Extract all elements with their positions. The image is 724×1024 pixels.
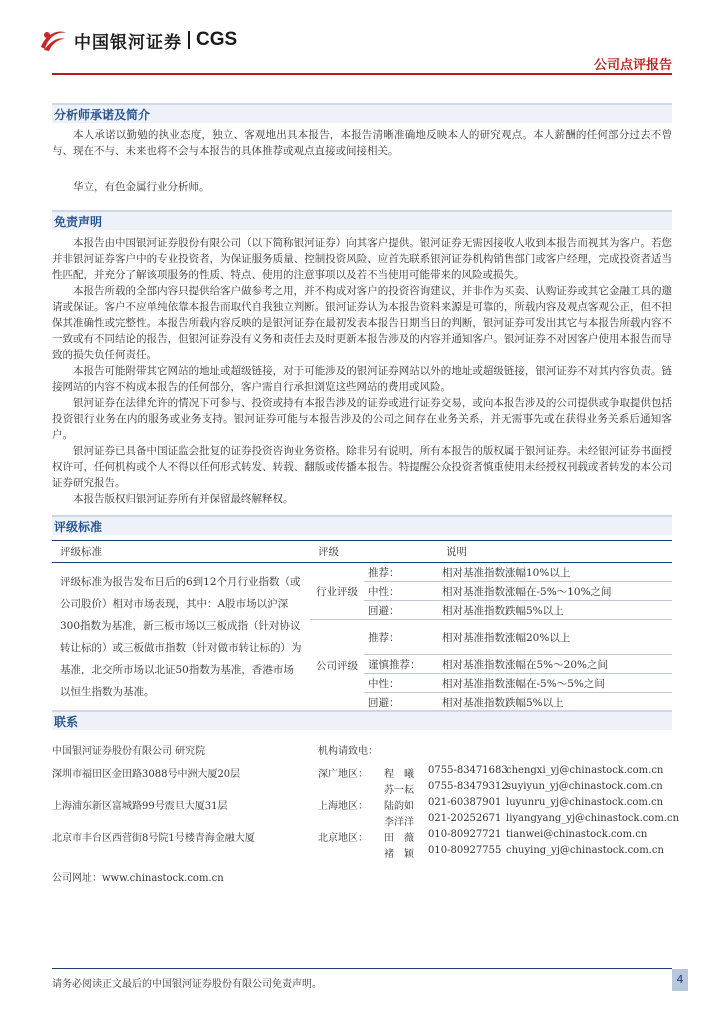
- contact-person-email[interactable]: liyangyang_yj@chinastock.com.cn: [506, 813, 680, 824]
- contact-address: 北京市丰台区西营街8号院1号楼青海金融大厦: [52, 833, 255, 844]
- section-analyst: [52, 103, 672, 123]
- contact-region: 深广地区：: [318, 769, 368, 780]
- contact-person-name: 李洋洋: [384, 817, 414, 828]
- rating-grade-desc: 相对基准指数涨幅在-5%～10%之间: [438, 582, 672, 601]
- rating-grade-desc: 相对基准指数涨幅10%以上: [438, 563, 672, 582]
- rating-header-grade: 评级: [310, 541, 438, 563]
- report-type-label: 公司点评报告: [593, 58, 672, 73]
- rating-grade: 回避：: [364, 601, 438, 620]
- rating-grade: 谨慎推荐：: [364, 655, 438, 674]
- disclaimer-paragraph: 本报告可能附带其它网站的地址或超级链接，对于可能涉及的银河证券网站以外的地址或超级链接，银河证券不对其内容负责。链接网站的内容不构成本报告的任何部分，客户需自行承担浏览这些网站的费用或风险。: [52, 365, 672, 393]
- contact-region: 上海地区：: [318, 801, 368, 812]
- rating-category-company: 公司评级: [310, 620, 364, 712]
- contact-inst-title: 机构请致电：: [318, 746, 378, 757]
- header-divider: [52, 73, 672, 75]
- section-disclaimer: [52, 210, 672, 230]
- section-contact: [52, 710, 672, 730]
- section-title: 联系: [54, 715, 79, 729]
- footer-divider: [52, 968, 672, 969]
- rating-grade: 回避：: [364, 693, 438, 712]
- contact-person-name: 程 曦: [384, 769, 414, 780]
- page-number: 4: [672, 969, 688, 991]
- analyst-commitment: 本人承诺以勤勉的执业态度，独立、客观地出具本报告，本报告清晰准确地反映本人的研究观点。本人薪酬的任何部分过去不曾与、现在不与、未来也将不会与本报告的具体推荐或观点直接或间接相关。: [52, 129, 672, 157]
- contact-person-phone: 0755-83471683: [428, 765, 508, 776]
- contact-person-email[interactable]: chengxi_yj@chinastock.com.cn: [506, 765, 664, 776]
- section-rating: [52, 515, 672, 535]
- contact-person-phone: 010-80927755: [428, 845, 502, 856]
- rating-grade: 中性：: [364, 582, 438, 601]
- contact-person-email[interactable]: suyiyun_yj@chinastock.com.cn: [506, 781, 663, 792]
- rating-grade: 中性：: [364, 674, 438, 693]
- logo-company-cn: 中国银河证券: [74, 32, 182, 53]
- rating-category-industry: 行业评级: [310, 563, 364, 620]
- company-logo: [38, 27, 237, 53]
- page-header: [0, 0, 724, 80]
- contact-address: 上海浦东新区富城路99号震旦大厦31层: [52, 801, 228, 812]
- logo-company-en: CGS: [196, 29, 238, 50]
- contact-person-phone: 021-20252671: [428, 813, 502, 824]
- section-title: 分析师承诺及简介: [54, 108, 151, 122]
- disclaimer-paragraph: 本报告由中国银河证券股份有限公司（以下简称银河证券）向其客户提供。银河证券无需因接收人收到本报告而视其为客户。若您并非银河证券客户中的专业投资者，为保证服务质量、控制投资风险、应首先联系银河证券机构销售部门或客户经理，完成投资者适当性匹配，并充分了解该项服务的性质、特点、使用的注意事项以及若不当使用可能带来的风险或损失。: [52, 237, 672, 281]
- contact-website[interactable]: 公司网址：www.chinastock.com.cn: [52, 873, 224, 884]
- rating-grade-desc: 相对基准指数跌幅5%以上: [438, 693, 672, 712]
- rating-grade-desc: 相对基准指数涨幅在5%～20%之间: [438, 655, 672, 674]
- rating-grade-desc: 相对基准指数跌幅5%以上: [438, 601, 672, 620]
- contact-company: 中国银河证券股份有限公司 研究院: [52, 746, 206, 757]
- section-title: 免责声明: [54, 215, 103, 229]
- contact-person-email[interactable]: luyunru_yj@chinastock.com.cn: [506, 797, 664, 808]
- contact-person-name: 苏一耘: [384, 785, 414, 796]
- disclaimer-paragraph: 银河证券已具备中国证监会批复的证券投资咨询业务资格。除非另有说明，所有本报告的版权属于银河证券。未经银河证券书面授权许可，任何机构或个人不得以任何形式转发、转载、翻版或传播本报告。特提醒公众投资者慎重使用未经授权刊载或者转发的本公司证券研究报告。: [52, 445, 672, 489]
- contact-person-email[interactable]: chuying_yj@chinastock.com.cn: [506, 845, 664, 856]
- contact-region: 北京地区：: [318, 833, 368, 844]
- rating-grade-desc: 相对基准指数涨幅20%以上: [438, 620, 672, 655]
- rating-grade: 推荐：: [364, 620, 438, 655]
- disclaimer-paragraph: 银河证券在法律允许的情况下可参与、投资或持有本报告涉及的证券或进行证券交易，或向本报告涉及的公司提供或争取提供包括投资银行业务在内的服务或业务支持。银河证券可能与本报告涉及的公司之间存在业务关系，并无需事先或在获得业务关系后通知客户。: [52, 397, 672, 441]
- section-title: 评级标准: [54, 520, 103, 534]
- contact-person-phone: 021-60387901: [428, 797, 502, 808]
- rating-standard-description: 评级标准为报告发布日后的6到12个月行业指数（或公司股价）相对市场表现，其中：A股市场以沪深300指数为基准，新三板市场以三板成指（针对协议转让标的）或三板做市指数（针对做市转让标的）为基准，北交所市场以北证50指数为基准，香港市场以恒生指数为基准。: [52, 563, 310, 712]
- contact-person-name: 陆韵如: [384, 801, 414, 812]
- footer-disclaimer: 请务必阅读正文最后的中国银河证券股份有限公司免责声明。: [52, 979, 322, 990]
- rating-grade-desc: 相对基准指数涨幅在-5%～5%之间: [438, 674, 672, 693]
- disclaimer-paragraph: 本报告所载的全部内容只提供给客户做参考之用，并不构成对客户的投资咨询建议，并非作为买卖、认购证券或其它金融工具的邀请或保证。客户不应单纯依靠本报告而取代自我独立判断。银河证券认为本报告资料来源是可靠的，所载内容及观点客观公正，但不担保其准确性或完整性。本报告所载内容反映的是银河证券在最初发表本报告日期当日的判断，银河证券可发出其它与本报告所载内容不一致或有不同结论的报告，但银河证券没有义务和责任去及时更新本报告涉及的内容并通知客户。银河证券不对因客户使用本报告而导致的损失负任何责任。: [52, 285, 672, 361]
- galaxy-logo-icon: [38, 27, 68, 53]
- contact-person-email[interactable]: tianwei@chinastock.com.cn: [506, 829, 648, 840]
- table-row: [52, 563, 672, 582]
- disclaimer-body: [52, 235, 672, 507]
- analyst-bio: 华立，有色金属行业分析师。: [73, 181, 210, 193]
- rating-header-desc: 说明: [438, 541, 672, 563]
- contact-address: 深圳市福田区金田路3088号中洲大厦20层: [52, 769, 241, 780]
- rating-grade: 推荐：: [364, 563, 438, 582]
- contact-person-phone: 0755-83479312: [428, 781, 508, 792]
- rating-table: [52, 540, 672, 712]
- contact-person-phone: 010-80927721: [428, 829, 502, 840]
- rating-header-standard: 评级标准: [52, 541, 310, 563]
- disclaimer-paragraph: 本报告版权归银河证券所有并保留最终解释权。: [73, 493, 294, 505]
- contact-person-name: 田 薇: [384, 833, 414, 844]
- contact-person-name: 褚 颖: [384, 849, 414, 860]
- rating-header-row: [52, 541, 672, 563]
- logo-divider: [188, 31, 190, 49]
